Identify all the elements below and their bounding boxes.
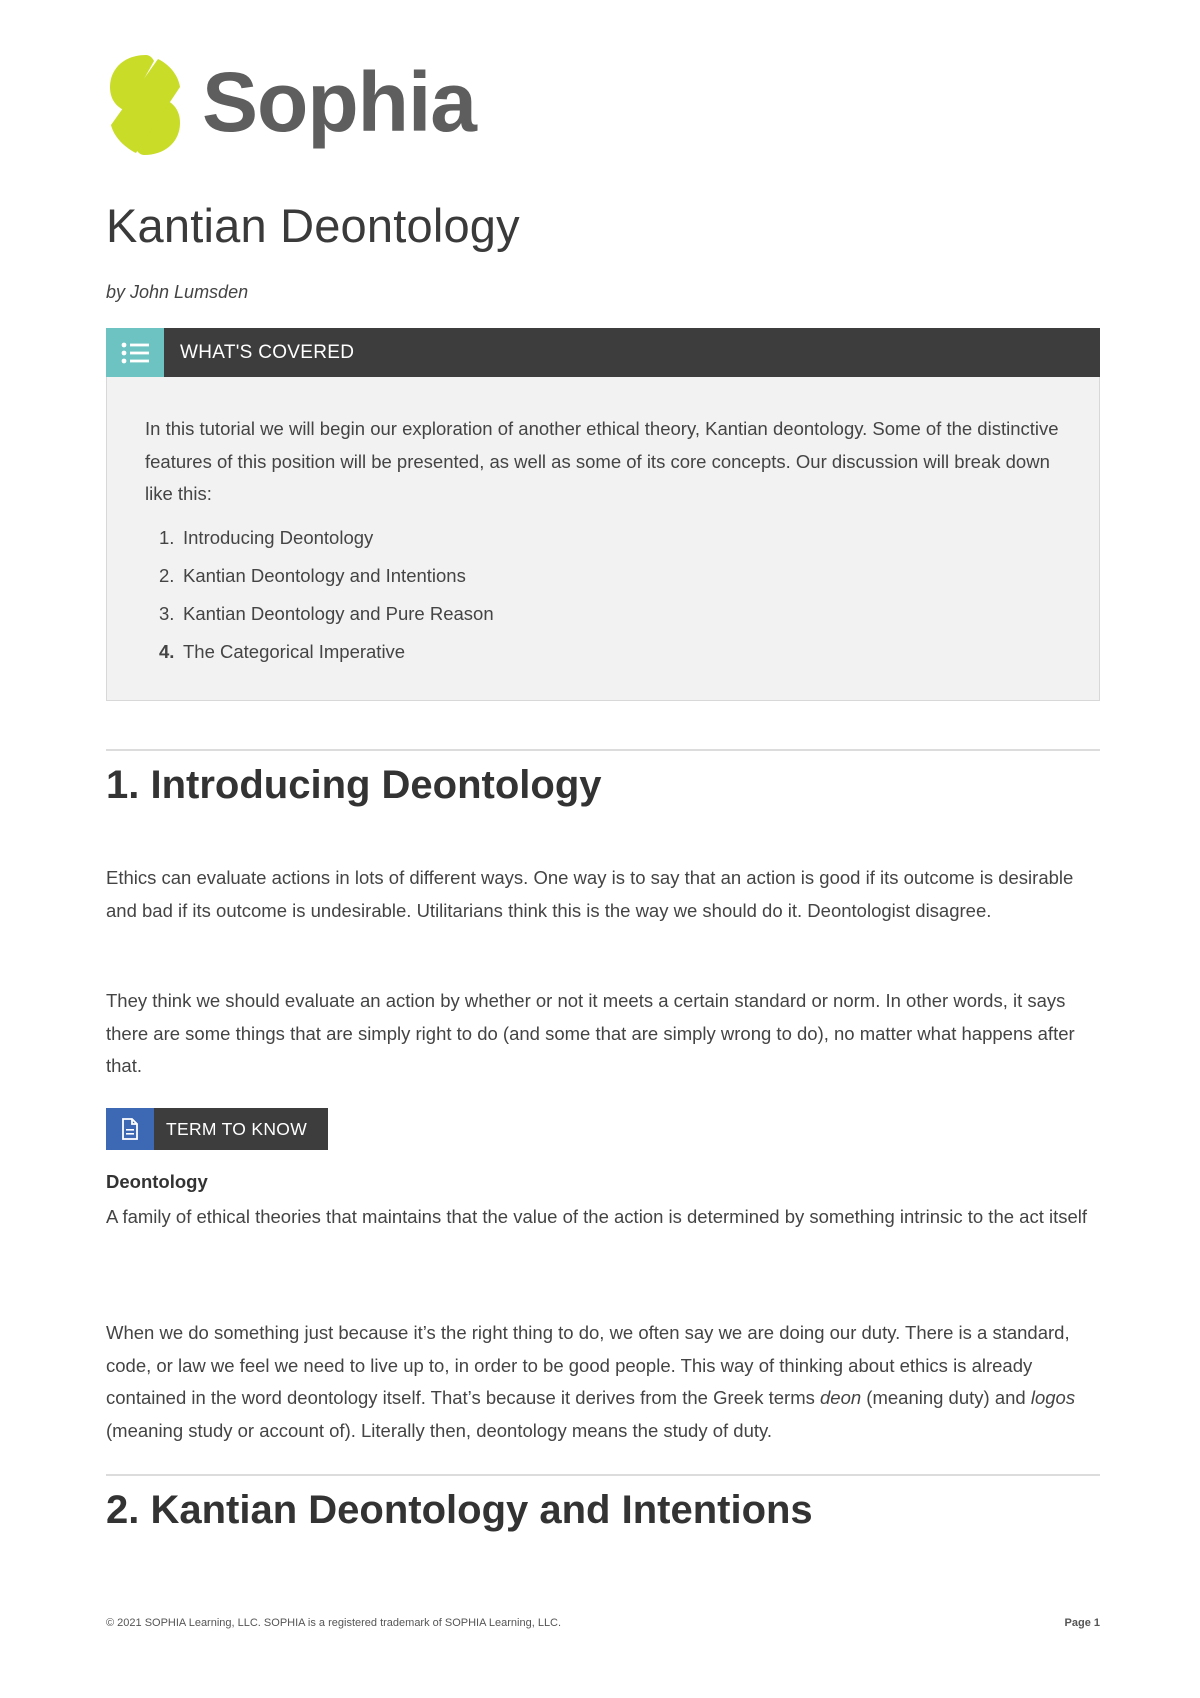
term-to-know-label: TERM TO KNOW — [166, 1118, 308, 1139]
sophia-logo — [106, 50, 476, 160]
brand-name: Sophia — [202, 55, 477, 149]
whats-covered-header — [106, 328, 1100, 377]
list-item: 2. Kantian Deontology and Intentions — [159, 565, 466, 586]
section-divider — [106, 749, 1100, 751]
author-byline: by John Lumsden — [106, 282, 249, 302]
term-to-know-header — [106, 1108, 328, 1150]
document-icon — [106, 1108, 154, 1150]
term-word: Deontology — [106, 1171, 208, 1192]
list-icon — [106, 328, 164, 377]
paragraph: Ethics can evaluate actions in lots of different ways. One way is to say that an action is good if its outcome is desirable and bad if its outcome is undesirable. Utilitarians think this is the way we should do it. Deontologist disagree. — [106, 867, 1074, 921]
whats-covered-label: WHAT'S COVERED — [180, 341, 355, 363]
section-heading-2: 2. Kantian Deontology and Intentions — [106, 1488, 813, 1532]
sophia-logo-icon — [106, 53, 184, 157]
section-heading-1: 1. Introducing Deontology — [106, 763, 602, 807]
paragraph: When we do something just because it’s the right thing to do, we often say we are doing our duty. There is a standard, code, or law we feel we need to live up to, in order to be good people. This way of thinking about ethics is already contained in the word deontology itself. That’s because it derives from the Greek terms deon (meaning duty) and logos (meaning study or account of). Literally then, deontology means the study of duty. — [106, 1322, 1076, 1441]
covered-intro: In this tutorial we will begin our exploration of another ethical theory, Kantian deontology. Some of the distinctive features of this position will be presented, as well as some of its core concepts. Our discussion will break down like this: — [145, 418, 1059, 504]
footer-copyright: © 2021 SOPHIA Learning, LLC. SOPHIA is a registered trademark of SOPHIA Learning, LLC. — [106, 1617, 562, 1629]
term-definition: A family of ethical theories that maintains that the value of the action is determined by something intrinsic to the act itself — [106, 1206, 1088, 1227]
paragraph: They think we should evaluate an action by whether or not it meets a certain standard or norm. In other words, it says there are some things that are simply right to do (and some that are simply wrong to do), no matter what happens after that. — [106, 990, 1075, 1076]
list-item: 3. Kantian Deontology and Pure Reason — [159, 603, 494, 624]
page-title: Kantian Deontology — [106, 199, 520, 252]
covered-list — [159, 519, 494, 671]
list-item: 1. Introducing Deontology — [159, 527, 374, 548]
list-item: 4. The Categorical Imperative — [159, 641, 406, 662]
section-divider — [106, 1474, 1100, 1476]
page-number: Page 1 — [1064, 1617, 1100, 1629]
whats-covered-box — [106, 377, 1100, 701]
